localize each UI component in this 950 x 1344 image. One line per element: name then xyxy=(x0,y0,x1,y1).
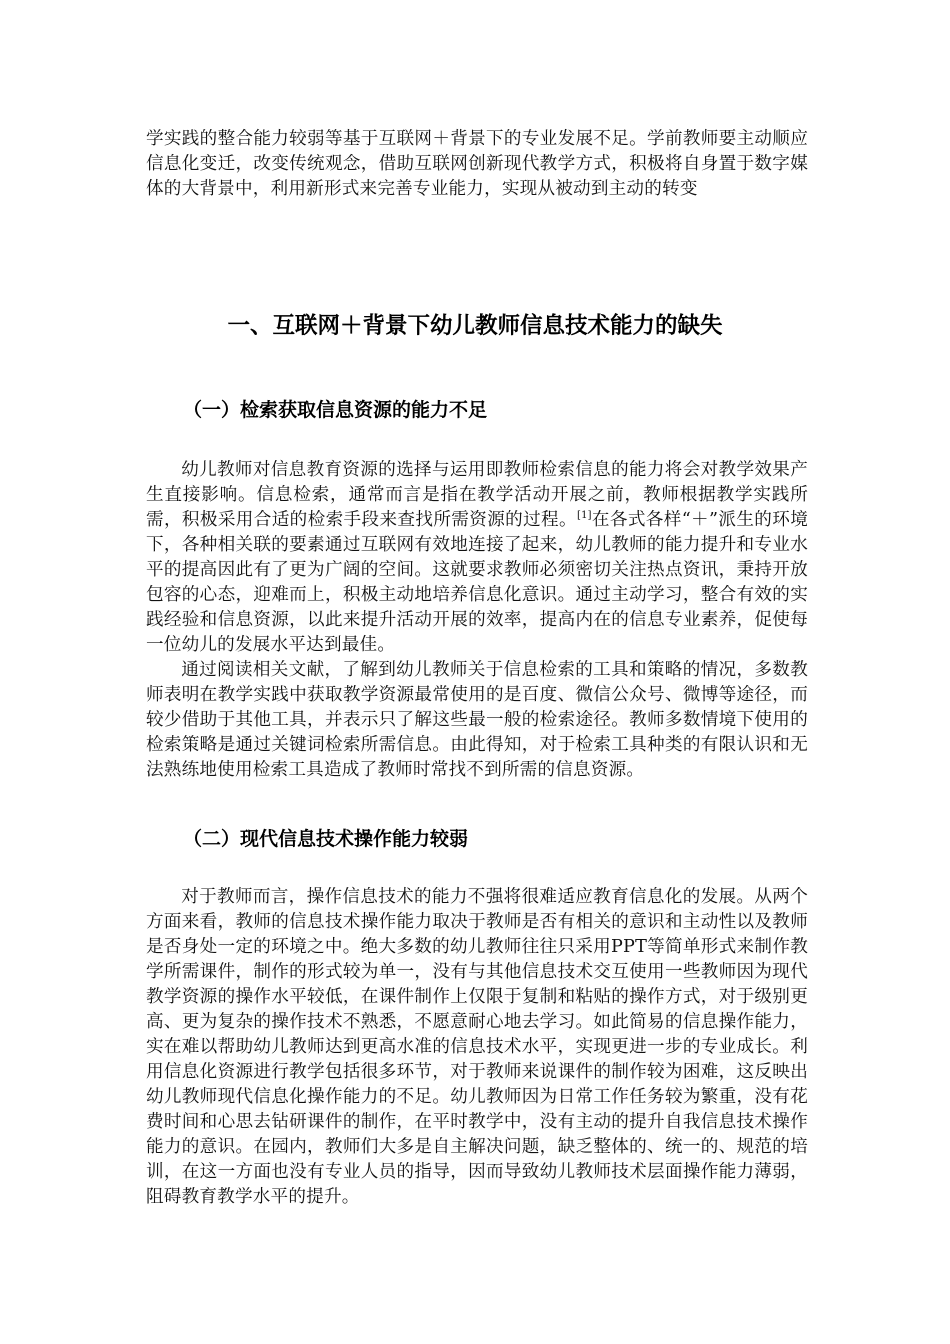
intro-paragraph: 学实践的整合能力较弱等基于互联网＋背景下的专业发展不足。学前教师要主动顺应信息化变迁，改变传统观念，借助互联网创新现代教学方式，积极将自身置于数字媒体的大背景中，利用新形式来完善专业能力，实现从被动到主动的转变 xyxy=(146,129,808,199)
subsection-heading-2: （二）现代信息技术操作能力较弱 xyxy=(183,828,469,850)
section-heading: 一、互联网＋背景下幼儿教师信息技术能力的缺失 xyxy=(227,313,723,339)
paragraph-text: 在各式各样“＋”派生的环境下，各种相关联的要素通过互联网有效地连接了起来，幼儿教师的能力提升和专业水平的提高因此有了更为广阔的空间。这就要求教师必须密切关注热点资讯，秉持开放包容的心态，迎难而上，积极主动地培养信息化意识。通过主动学习，整合有效的实践经验和信息资源，以此来提升活动开展的效率，提高内在的信息专业素养，促使每一位幼儿的发展水平达到最佳。 xyxy=(146,510,808,655)
subsection-2-body xyxy=(146,885,808,1210)
citation-marker: [1] xyxy=(576,510,592,522)
subsection-2-paragraph-1: 对于教师而言，操作信息技术的能力不强将很难适应教育信息化的发展。从两个方面来看，教师的信息技术操作能力取决于教师是否有相关的意识和主动性以及教师是否身处一定的环境之中。绝大多数的幼儿教师往往只采用PPT等简单形式来制作教学所需课件，制作的形式较为单一，没有与其他信息技术交互使用一些教师因为现代教学资源的操作水平较低，在课件制作上仅限于复制和粘贴的操作方式，对于级别更高、更为复杂的操作技术不熟悉，不愿意耐心地去学习。如此简易的信息操作能力，实在难以帮助幼儿教师达到更高水准的信息技术水平，实现更进一步的专业成长。利用信息化资源进行教学包括很多环节，对于教师来说课件的制作较为困难，这反映出幼儿教师现代信息化操作能力的不足。幼儿教师因为日常工作任务较为繁重，没有花费时间和心思去钻研课件的制作，在平时教学中，没有主动的提升自我信息技术操作能力的意识。在园内，教师们大多是自主解决问题，缺乏整体的、统一的、规范的培训，在这一方面也没有专业人员的指导，因而导致幼儿教师技术层面操作能力薄弱，阻碍教育教学水平的提升。 xyxy=(146,887,808,1207)
subsection-1-paragraph-2: 通过阅读相关文献，了解到幼儿教师关于信息检索的工具和策略的情况，多数教师表明在教学实践中获取教学资源最常使用的是百度、微信公众号、微博等途径，而较少借助于其他工具，并表示只了解这些最一般的检索途径。教师多数情境下使用的检索策略是通过关键词检索所需信息。由此得知，对于检索工具种类的有限认识和无法熟练地使用检索工具造成了教师时常找不到所需的信息资源。 xyxy=(146,660,808,780)
subsection-1-paragraph-1 xyxy=(146,458,808,658)
intro-paragraph-block xyxy=(146,127,808,202)
subsection-heading-1: （一）检索获取信息资源的能力不足 xyxy=(183,399,488,421)
paragraph-text: 幼儿教师对信息教育资源的选择与运用即教师检索信息的能力将会对教学效果产生直接影响。信息检索，通常而言是指在教学活动开展之前，教师根据教学实践所需，积极采用合适的检索手段来查找所需资源的过程。 xyxy=(146,460,808,530)
subsection-1-body xyxy=(146,458,808,783)
